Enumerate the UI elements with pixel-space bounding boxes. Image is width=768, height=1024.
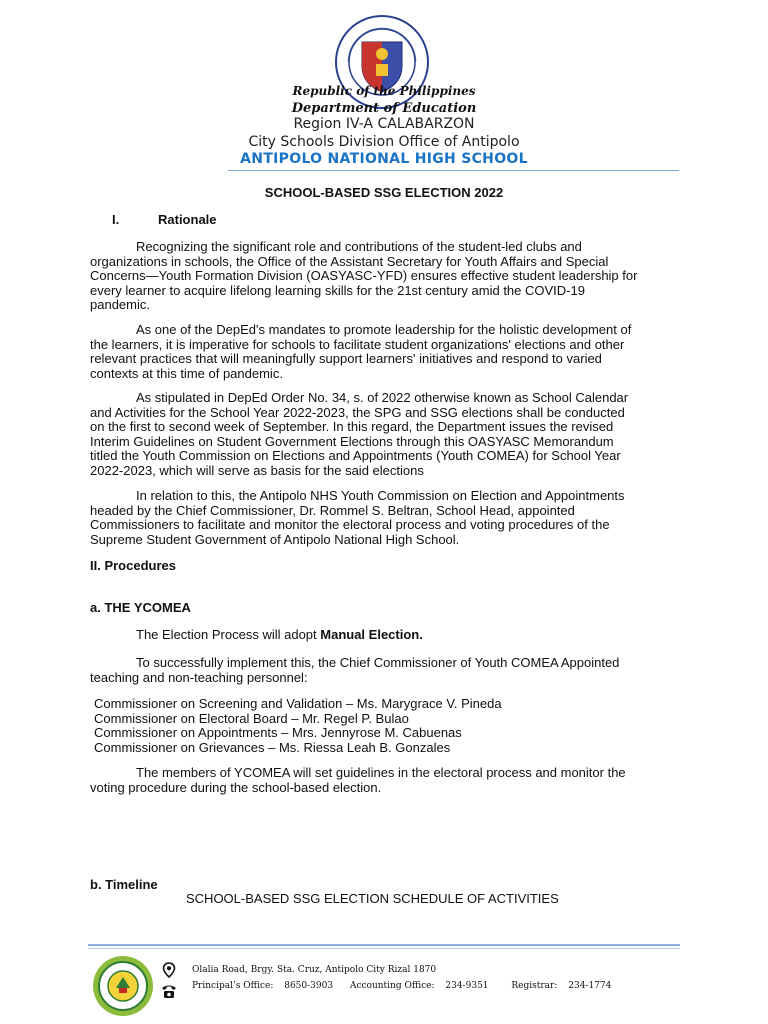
paragraph-line: 2022-2023, which will serve as basis for the said elections [90, 462, 424, 478]
paragraph-rationale-1 [90, 240, 690, 313]
section2-title: II. Procedures [90, 558, 176, 573]
paragraph-line: Supreme Student Government of Antipolo National High School. [90, 531, 460, 547]
location-pin-icon [162, 962, 176, 978]
paragraph-rationale-3 [90, 391, 690, 478]
commissioner-item: Commissioner on Screening and Validation – Ms. Marygrace V. Pineda [94, 696, 502, 711]
paragraph-line: teaching and non-teaching personnel: [90, 669, 308, 685]
paragraph-line: headed by the Chief Commissioner, Dr. Rommel S. Beltran, School Head, appointed [90, 502, 575, 518]
paragraph-line: Recognizing the significant role and contributions of the student-led clubs and [136, 239, 582, 254]
accounting-number: 234-9351 [445, 981, 489, 991]
registrar-label: Registrar: [511, 981, 558, 991]
principal-label: Principal’s Office: [192, 981, 274, 991]
paragraph-line: pandemic. [90, 297, 150, 312]
paragraph-line: In relation to this, the Antipolo NHS Youth Commission on Election and Appointments [136, 488, 625, 503]
commissioner-item: Commissioner on Electoral Board – Mr. Regel P. Bulao [94, 710, 409, 726]
header-division: City Schools Division Office of Antipolo [248, 134, 520, 150]
header-department: Department of Education [291, 101, 477, 116]
paragraph-line: organizations in schools, the Office of the Assistant Secretary for Youth Affairs and Special [90, 253, 609, 269]
section1-number: I. [112, 212, 120, 227]
paragraph-line: on the first to second week of September. In this regard, the Department issues the revised [90, 419, 614, 434]
header-divider [228, 170, 679, 171]
paragraph-line: As stipulated in DepEd Order No. 34, s. of 2022 otherwise known as School Calendar [136, 390, 629, 405]
paragraph-line: and Activities for the School Year 2022-2023, the SPG and SSG elections shall be conducted [90, 404, 625, 420]
section1-title: Rationale [158, 212, 217, 227]
header-region: Region IV-A CALABARZON [293, 116, 475, 132]
document-title: SCHOOL-BASED SSG ELECTION 2022 [264, 185, 504, 200]
paragraph-line: every learner to acquire lifelong learning skills for the 21st century amid the COVID-19 [90, 282, 585, 298]
paragraph-line: Interim Guidelines on Student Government Elections through this OASYASC Memorandum [90, 433, 614, 449]
election-process-text: The Election Process will adopt [136, 627, 321, 642]
subsection-a-title: a. THE YCOMEA [90, 600, 191, 615]
footer-contacts [192, 981, 768, 991]
paragraph-ycomea-members [90, 766, 690, 795]
header-republic: Republic of the Philippines [292, 84, 476, 98]
commissioner-item: Commissioner on Appointments – Mrs. Jennyrose M. Cabuenas [94, 725, 462, 740]
phone-icon [160, 983, 178, 999]
commissioner-item: Commissioner on Grievances – Ms. Riessa Leah B. Gonzales [94, 739, 451, 755]
header-school-name: ANTIPOLO NATIONAL HIGH SCHOOL [240, 151, 528, 167]
principal-number: 8650-3903 [284, 981, 334, 991]
footer-address: Olalia Road, Brgy. Sta. Cruz, Antipolo City Rizal 1870 [192, 965, 437, 975]
accounting-label: Accounting Office: [349, 981, 435, 991]
paragraph-line: Concerns—Youth Formation Division (OASYASC-YFD) ensures effective student leadership for [90, 268, 638, 283]
paragraph-line: voting procedure during the school-based election. [90, 779, 382, 795]
paragraph-rationale-4 [90, 489, 690, 547]
paragraph-line: the learners, it is imperative for schools to facilitate student organizations' elections and other [90, 336, 625, 352]
paragraph-line: As one of the DepEd's mandates to promote leadership for the holistic development of [136, 322, 632, 337]
footer-divider-thin [88, 948, 680, 949]
paragraph-line: relevant practices that will meaningfully support learners' initiatives and respond to varied [90, 351, 602, 366]
election-process-line [136, 627, 423, 642]
footer-divider [88, 944, 680, 946]
school-logo [92, 955, 154, 1017]
paragraph-line: titled the Youth Commission on Elections and Appointments (Youth COMEA) for School Year [90, 448, 621, 463]
paragraph-line: Commissioners to facilitate and monitor the electoral process and voting procedures of the [90, 517, 610, 532]
election-process-bold: Manual Election. [320, 627, 423, 642]
commissioners-list [94, 697, 694, 755]
subsection-b-title: b. Timeline [90, 877, 158, 892]
paragraph-rationale-2 [90, 323, 690, 381]
timeline-heading: SCHOOL-BASED SSG ELECTION SCHEDULE OF ACTIVITIES [186, 891, 559, 906]
paragraph-line: contexts at this time of pandemic. [90, 365, 283, 381]
registrar-number: 234-1774 [568, 981, 612, 991]
paragraph-line: The members of YCOMEA will set guidelines in the electoral process and monitor the [136, 765, 626, 780]
paragraph-line: To successfully implement this, the Chief Commissioner of Youth COMEA Appointed [136, 655, 620, 670]
paragraph-appointment [90, 656, 690, 685]
